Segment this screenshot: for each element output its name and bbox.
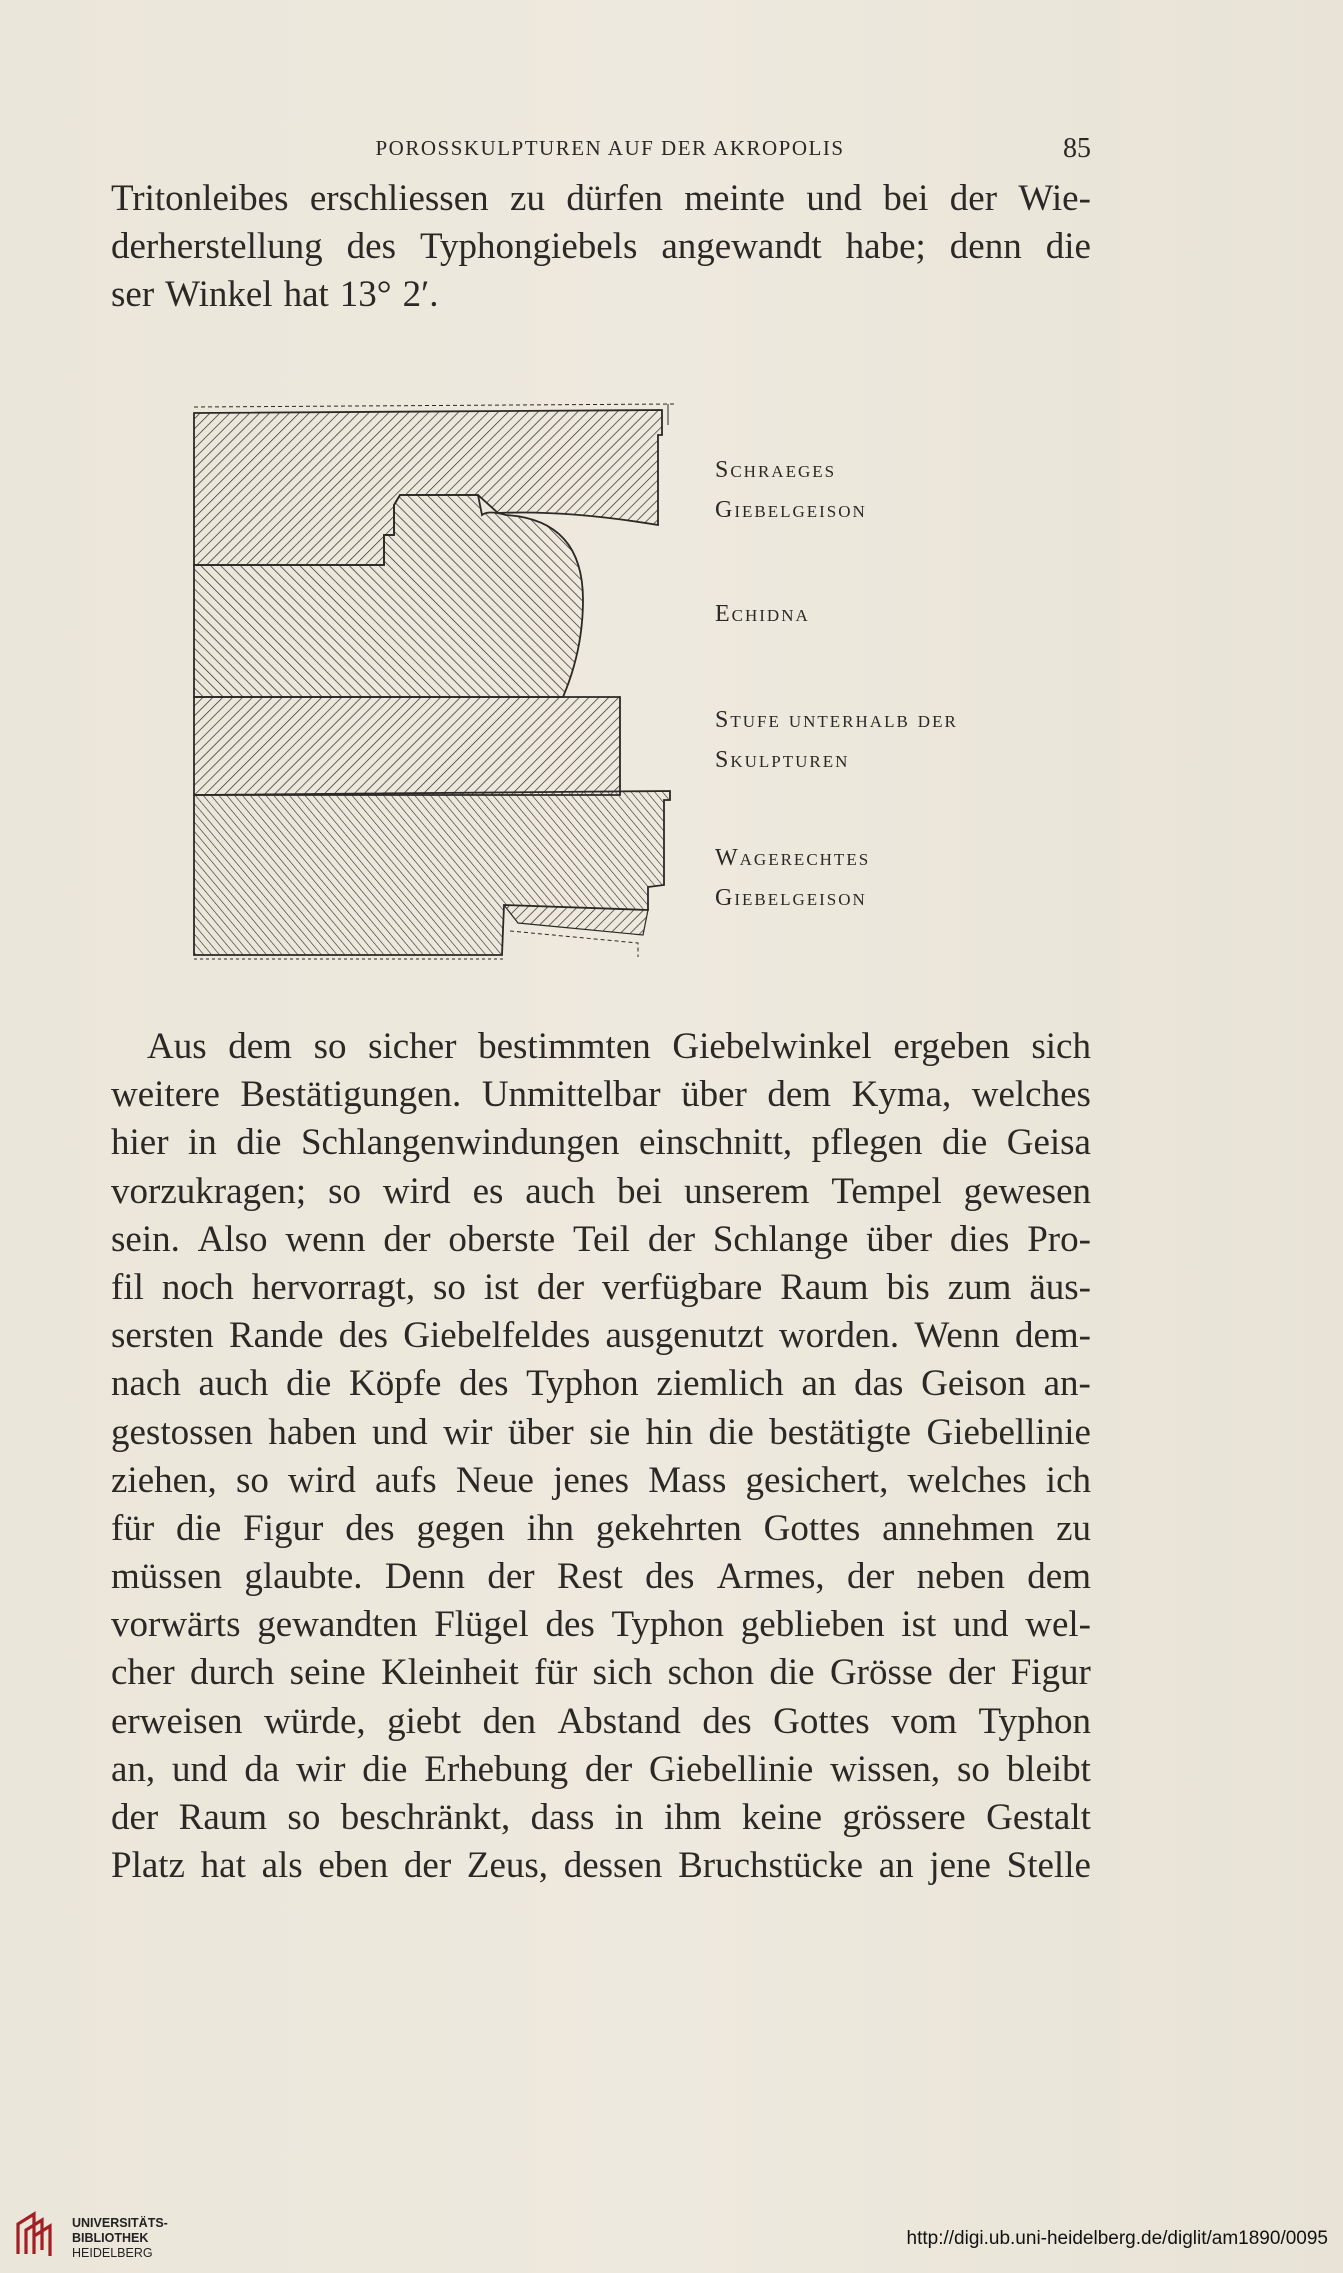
text-line: der Raum so beschränkt, dass in ihm keine grössere Gestalt xyxy=(111,1797,1091,1838)
text-line: vorzukragen; so wird es auch bei unserem Tempel gewesen xyxy=(111,1170,1091,1212)
text-line: sersten Rande des Giebelfeldes ausgenutzt worden. Wenn dem- xyxy=(111,1315,1091,1357)
text-line: an, und da wir die Erhebung der Giebellinie wissen, so bleibt xyxy=(111,1748,1091,1790)
text-line: derherstellung des Typhongiebels angewandt habe; denn die xyxy=(111,226,1091,268)
text-line: ser Winkel hat 13° 2′. xyxy=(111,274,439,316)
text-line: erweisen würde, giebt den Abstand des Gottes vom Typhon xyxy=(111,1700,1091,1742)
text-line: Aus dem so sicher bestimmten Giebelwinkel ergeben sich xyxy=(147,1026,1091,1067)
text-line: müssen glaubte. Denn der Rest des Armes, der neben dem xyxy=(111,1556,1091,1598)
label-raking-geison: Schraeges Giebelgeison xyxy=(715,457,867,523)
text-line: für die Figur des gegen ihn gekehrten Gottes annehmen zu xyxy=(111,1507,1091,1549)
text-line: vorwärts gewandten Flügel des Typhon geblieben ist und wel- xyxy=(111,1604,1091,1646)
text-line: weitere Bestätigungen. Unmittelbar über dem Kyma, welches xyxy=(111,1074,1091,1116)
page-number: 85 xyxy=(1063,133,1091,164)
library-logo xyxy=(12,2210,212,2270)
label-horizontal-geison: Wagerechtes Giebelgeison xyxy=(715,845,871,911)
label-step-below-sculptures: Stufe unterhalb der Skulpturen xyxy=(715,707,958,773)
cornice-profile-figure xyxy=(188,395,678,965)
step-below-sculptures-block xyxy=(194,697,620,795)
text-line: hier in die Schlangenwindungen einschnitt, pflegen die Geisa xyxy=(111,1122,1091,1164)
text-line: cher durch seine Kleinheit für sich schon die Grösse der Figur xyxy=(111,1652,1091,1694)
source-url[interactable]: http://digi.ub.uni-heidelberg.de/diglit/am1890/0095 xyxy=(906,2228,1328,2249)
main-paragraph xyxy=(111,1023,1091,1890)
logo-line-1: UNIVERSITÄTS- xyxy=(72,2216,168,2230)
intro-paragraph xyxy=(111,175,1091,320)
horizontal-geison-block xyxy=(194,791,670,959)
logo-line-3: HEIDELBERG xyxy=(72,2246,153,2260)
text-line: fil noch hervorragt, so ist der verfügbare Raum bis zum äus- xyxy=(111,1266,1091,1308)
text-line: sein. Also wenn der oberste Teil der Schlange über dies Pro- xyxy=(111,1218,1091,1260)
text-line: ziehen, so wird aufs Neue jenes Mass gesichert, welches ich xyxy=(111,1459,1091,1501)
logo-line-2: BIBLIOTHEK xyxy=(72,2231,149,2245)
library-logo-icon xyxy=(12,2210,62,2260)
text-line: Tritonleibes erschliessen zu dürfen meinte und bei der Wie- xyxy=(111,178,1091,219)
cornice-profile-drawing xyxy=(188,395,678,965)
label-echidna: Echidna xyxy=(715,601,810,627)
text-line: nach auch die Köpfe des Typhon ziemlich an das Geison an- xyxy=(111,1363,1091,1405)
text-line: Platz hat als eben der Zeus, dessen Bruchstücke an jene Stelle xyxy=(111,1845,1091,1887)
text-line: gestossen haben und wir über sie hin die bestätigte Giebellinie xyxy=(111,1411,1091,1453)
running-head: POROSSKULPTUREN AUF DER AKROPOLIS xyxy=(375,136,845,160)
